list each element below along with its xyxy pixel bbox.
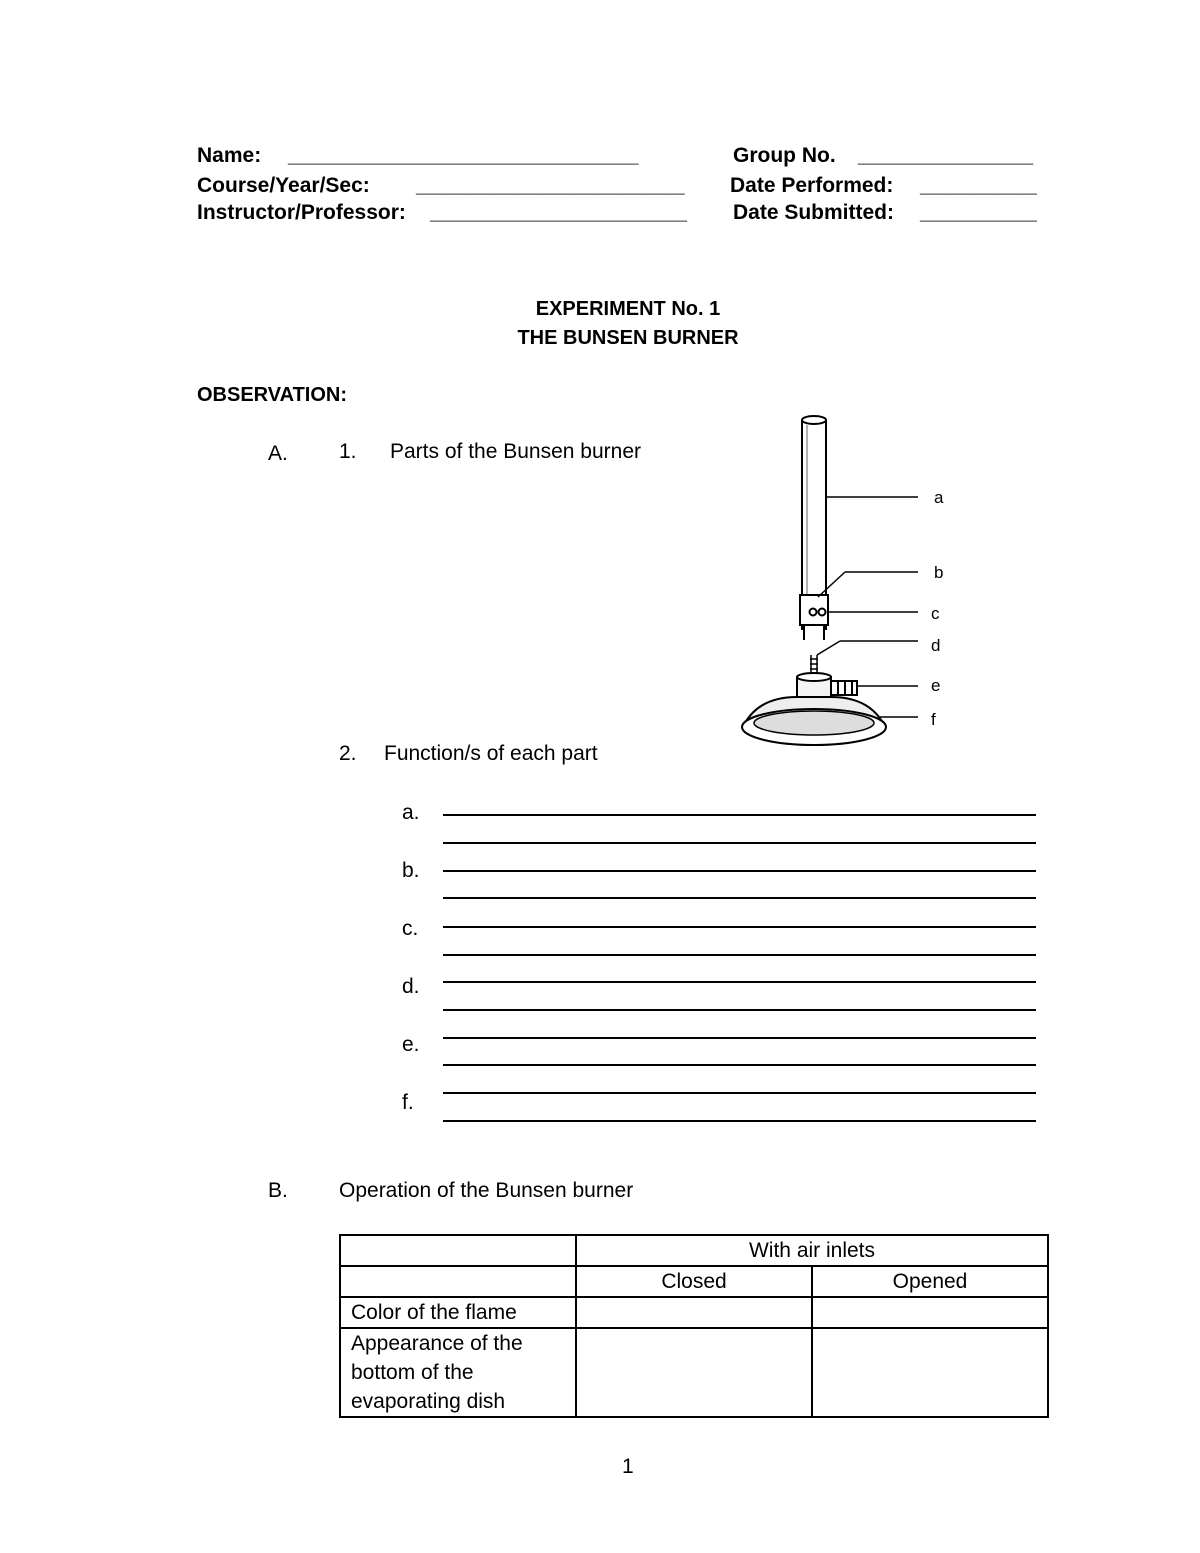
- experiment-title: THE BUNSEN BURNER: [517, 327, 739, 349]
- item2-text: Function/s of each part: [384, 742, 598, 765]
- date-performed-blank[interactable]: __________: [920, 174, 1037, 197]
- flame-color-closed-cell[interactable]: [576, 1297, 812, 1328]
- answer-line-b1[interactable]: [443, 870, 1036, 872]
- answer-line-e2[interactable]: [443, 1064, 1036, 1066]
- operation-table: [339, 1234, 1049, 1418]
- date-submitted-blank[interactable]: __________: [920, 201, 1037, 224]
- name-label: Name:: [197, 144, 262, 167]
- dish-appearance-label: [340, 1328, 576, 1417]
- answer-line-c2[interactable]: [443, 954, 1036, 956]
- item1-text: Parts of the Bunsen burner: [390, 440, 641, 463]
- instructor-label: Instructor/Professor:: [197, 201, 406, 224]
- answer-line-c1[interactable]: [443, 926, 1036, 928]
- answer-label-a: a.: [402, 801, 420, 824]
- opened-header: Opened: [812, 1266, 1048, 1297]
- table-row: [340, 1328, 1048, 1417]
- answer-label-b: b.: [402, 859, 420, 882]
- bunsen-burner-diagram: [700, 405, 1000, 755]
- table-cell-empty: [340, 1235, 576, 1266]
- table-row: [340, 1266, 1048, 1297]
- answer-line-a1[interactable]: [443, 814, 1036, 816]
- name-blank[interactable]: ______________________________: [288, 144, 639, 167]
- dish-appearance-line1: Appearance of the: [351, 1332, 523, 1355]
- table-cell-empty: [340, 1266, 576, 1297]
- dish-appearance-line3: evaporating dish: [351, 1390, 506, 1413]
- diagram-label-e: e: [931, 676, 941, 695]
- answer-label-e: e.: [402, 1033, 420, 1056]
- diagram-label-a: a: [934, 488, 944, 507]
- answer-line-b2[interactable]: [443, 897, 1036, 899]
- answer-line-f1[interactable]: [443, 1092, 1036, 1094]
- answer-line-d1[interactable]: [443, 981, 1036, 983]
- item1-number: 1.: [339, 440, 357, 463]
- flame-color-label: Color of the flame: [340, 1297, 576, 1328]
- experiment-number: EXPERIMENT No. 1: [535, 298, 721, 320]
- section-b-text: Operation of the Bunsen burner: [339, 1179, 634, 1202]
- dish-appearance-closed-cell[interactable]: [576, 1328, 812, 1417]
- closed-header: Closed: [576, 1266, 812, 1297]
- group-label: Group No.: [733, 144, 836, 167]
- date-submitted-label: Date Submitted:: [733, 201, 895, 224]
- group-blank[interactable]: _______________: [858, 144, 1034, 167]
- with-air-inlets-header: With air inlets: [576, 1235, 1048, 1266]
- dish-appearance-opened-cell[interactable]: [812, 1328, 1048, 1417]
- burner-illustration: [742, 416, 886, 745]
- section-b-letter: B.: [268, 1179, 288, 1202]
- answer-label-f: f.: [402, 1091, 414, 1114]
- answer-label-d: d.: [402, 975, 420, 998]
- diagram-label-d: d: [931, 636, 941, 655]
- answer-line-e1[interactable]: [443, 1037, 1036, 1039]
- item2-number: 2.: [339, 742, 357, 765]
- table-row: [340, 1235, 1048, 1266]
- instructor-blank[interactable]: ______________________: [430, 201, 687, 224]
- flame-color-opened-cell[interactable]: [812, 1297, 1048, 1328]
- diagram-label-c: c: [931, 604, 940, 623]
- course-label: Course/Year/Sec:: [197, 174, 370, 197]
- answer-line-f2[interactable]: [443, 1120, 1036, 1122]
- observation-heading: OBSERVATION:: [197, 384, 348, 406]
- date-performed-label: Date Performed:: [730, 174, 894, 197]
- table-row: [340, 1297, 1048, 1328]
- page-number: 1: [622, 1455, 634, 1478]
- section-a-letter: A.: [268, 442, 288, 465]
- course-blank[interactable]: _______________________: [416, 174, 685, 197]
- answer-line-a2[interactable]: [443, 842, 1036, 844]
- answer-line-d2[interactable]: [443, 1009, 1036, 1011]
- answer-label-c: c.: [402, 917, 419, 940]
- diagram-label-b: b: [934, 563, 944, 582]
- diagram-label-f: f: [931, 710, 936, 729]
- dish-appearance-line2: bottom of the: [351, 1361, 474, 1384]
